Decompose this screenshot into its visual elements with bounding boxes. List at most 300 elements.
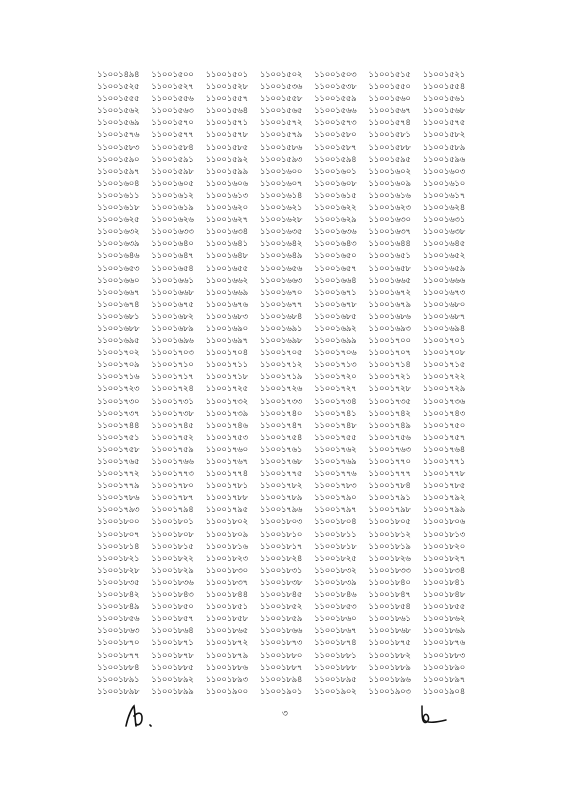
table-row xyxy=(97,491,477,503)
roll-number-cell: ১১০০১৫৮২ xyxy=(422,129,465,140)
roll-number-cell: ১১০০১৮৭৭ xyxy=(97,649,140,660)
roll-number-cell: ১১০০১৭৭৫ xyxy=(259,468,303,479)
roll-number-cell: ১১০০১৬৪১ xyxy=(205,238,248,249)
roll-number-cell: ১১০০১৭৫০ xyxy=(422,419,466,430)
roll-number-cell: ১১০০১৫৩৬ xyxy=(259,81,303,92)
roll-number-cell: ১১০০১৮৮৫ xyxy=(151,661,194,672)
table-row xyxy=(97,382,477,394)
table-row xyxy=(97,141,477,153)
roll-number-cell: ১১০০১৬৬১ xyxy=(151,274,194,285)
roll-number-cell: ১১০০১৭৫৯ xyxy=(151,443,194,454)
roll-number-cell: ১১০০১৬৬২ xyxy=(205,274,248,285)
roll-number-cell: ১১০০১৫৭২ xyxy=(259,117,303,128)
roll-number-cell: ১১০০১৫৬৮ xyxy=(422,105,465,116)
roll-number-table xyxy=(97,68,477,697)
roll-number-cell: ১১০০১৫৯২ xyxy=(205,153,248,164)
roll-number-cell: ১১০০১৭৯২ xyxy=(422,492,466,503)
roll-number-cell: ১১০০১৬১৩ xyxy=(205,189,248,200)
roll-number-cell: ১১০০১৫৮৯ xyxy=(422,141,465,152)
roll-number-cell: ১১০০১৪৯৪ xyxy=(97,69,140,79)
table-row xyxy=(97,92,477,104)
roll-number-cell: ১১০০১৬৭৩ xyxy=(422,286,466,297)
roll-number-cell: ১১০০১৬২৮ xyxy=(259,214,303,225)
roll-number-cell: ১১০০১৮৫৫ xyxy=(422,601,465,612)
roll-number-cell: ১১০০১৮৭৮ xyxy=(151,649,194,660)
roll-number-cell: ১১০০১৬৩২ xyxy=(97,226,140,237)
roll-number-cell: ১১০০১৮১২ xyxy=(368,528,411,539)
table-row xyxy=(97,189,477,201)
roll-number-cell: ১১০০১৬৬৭ xyxy=(97,286,140,297)
table-row xyxy=(97,528,477,540)
roll-number-cell: ১১০০১৫৯৩ xyxy=(259,153,303,164)
roll-number-cell: ১১০০১৫৮৬ xyxy=(259,141,303,152)
roll-number-cell: ১১০০১৮১৯ xyxy=(368,540,411,551)
roll-number-cell: ১১০০১৮৫৪ xyxy=(368,601,411,612)
roll-number-cell: ১১০০১৭৩৪ xyxy=(314,395,357,406)
table-row xyxy=(97,370,477,382)
table-row xyxy=(97,564,477,576)
roll-number-cell: ১১০০১৮৯৭ xyxy=(422,673,465,684)
roll-number-cell: ১১০০১৮৫৮ xyxy=(205,613,248,624)
roll-number-cell: ১১০০১৮৬৮ xyxy=(368,625,411,636)
roll-number-cell: ১১০০১৫৯০ xyxy=(97,153,140,164)
roll-number-cell: ১১০০১৮১৭ xyxy=(259,540,303,551)
roll-number-cell: ১১০০১৮৭০ xyxy=(97,637,140,648)
table-row xyxy=(97,358,477,370)
roll-number-cell: ১১০০১৫৭০ xyxy=(151,117,194,128)
table-row xyxy=(97,455,477,467)
roll-number-cell: ১১০০১৮০৮ xyxy=(151,528,194,539)
roll-number-cell: ১১০০১৭০৫ xyxy=(259,347,303,358)
roll-number-cell: ১১০০১৮৬১ xyxy=(368,613,411,624)
roll-number-cell: ১১০০১৬৫৩ xyxy=(97,262,140,273)
roll-number-cell: ১১০০১৬৪৯ xyxy=(259,250,303,261)
roll-number-cell: ১১০০১৭৫১ xyxy=(97,431,140,442)
roll-number-cell: ১১০০১৭৮৮ xyxy=(205,492,248,503)
roll-number-cell: ১১০০১৬৩৩ xyxy=(151,226,194,237)
roll-number-cell: ১১০০১৬৩৭ xyxy=(368,226,411,237)
roll-number-cell: ১১০০১৮২১ xyxy=(97,552,140,563)
roll-number-cell: ১১০০১৬০৮ xyxy=(314,177,357,188)
roll-number-cell: ১১০০১৬১০ xyxy=(422,177,466,188)
table-row xyxy=(97,588,477,600)
roll-number-cell: ১১০০১৭২৭ xyxy=(314,383,357,394)
roll-number-cell: ১১০০১৭১৮ xyxy=(205,371,248,382)
roll-number-cell: ১১০০১৬৬৪ xyxy=(314,274,357,285)
roll-number-cell: ১১০০১৭০৪ xyxy=(205,347,248,358)
roll-number-cell: ১১০০১৬০৯ xyxy=(368,177,411,188)
roll-number-cell: ১১০০১৭২০ xyxy=(314,371,357,382)
roll-number-cell: ১১০০১৭৬৯ xyxy=(314,456,357,466)
roll-number-cell: ১১০০১৮১৪ xyxy=(97,540,140,551)
table-row xyxy=(97,419,477,431)
table-row xyxy=(97,274,477,286)
roll-number-cell: ১১০০১৫৬০ xyxy=(368,93,411,104)
roll-number-cell: ১১০০১৮৫৯ xyxy=(259,613,303,624)
roll-number-cell: ১১০০১৭৯৯ xyxy=(422,504,465,515)
roll-number-cell: ১১০০১৭০২ xyxy=(97,347,140,358)
table-row xyxy=(97,395,477,407)
roll-number-cell: ১১০০১৮২৪ xyxy=(259,552,303,563)
roll-number-cell: ১১০০১৬৪৫ xyxy=(422,238,465,249)
roll-number-cell: ১১০০১৮০১ xyxy=(151,516,194,527)
table-row xyxy=(97,685,477,697)
roll-number-cell: ১১০০১৭৫৬ xyxy=(368,431,411,442)
roll-number-cell: ১১০০১৮৯০ xyxy=(422,661,465,672)
roll-number-cell: ১১০০১৫২৮ xyxy=(205,81,248,92)
roll-number-cell: ১১০০১৬৮৯ xyxy=(151,322,194,333)
roll-number-cell: ১১০০১৬৮০ xyxy=(422,298,466,309)
roll-number-cell: ১১০০১৮৩২ xyxy=(314,564,357,575)
roll-number-cell: ১১০০১৫২৫ xyxy=(97,81,140,92)
roll-number-cell: ১১০০১৮৮৬ xyxy=(205,661,248,672)
roll-number-cell: ১১০০১৭০১ xyxy=(422,335,466,346)
roll-number-cell: ১১০০১৫৮৩ xyxy=(97,141,140,152)
table-row xyxy=(97,479,477,491)
roll-number-cell: ১১০০১৬৭০ xyxy=(259,286,303,297)
roll-number-cell: ১১০০১৭৪০ xyxy=(259,407,303,418)
roll-number-cell: ১১০০১৭৯৭ xyxy=(314,504,357,515)
roll-number-cell: ১১০০১৭৬৮ xyxy=(259,456,303,466)
table-row xyxy=(97,153,477,165)
roll-number-cell: ১১০০১৬৮৬ xyxy=(368,310,411,321)
roll-number-cell: ১১০০১৮১৫ xyxy=(151,540,194,551)
table-row xyxy=(97,467,477,479)
table-row xyxy=(97,334,477,346)
left-signature-icon xyxy=(120,702,170,730)
roll-number-cell: ১১০০১৮২৩ xyxy=(205,552,248,563)
roll-number-cell: ১১০০১৮৬৬ xyxy=(259,625,303,636)
table-row xyxy=(97,80,477,92)
roll-number-cell: ১১০০১৮২৯ xyxy=(151,564,194,575)
roll-number-cell: ১১০০১৮৩১ xyxy=(259,564,303,575)
roll-number-cell: ১১০০১৫৭৪ xyxy=(368,117,411,128)
roll-number-cell: ১১০০১৭৪২ xyxy=(368,407,411,418)
roll-number-cell: ১১০০১৮৯৫ xyxy=(314,673,357,684)
table-row xyxy=(97,503,477,515)
roll-number-cell: ১১০০১৮৫৩ xyxy=(314,601,357,612)
roll-number-cell: ১১০০১৭২৯ xyxy=(422,383,466,394)
roll-number-cell: ১১০০১৬৩৯ xyxy=(97,238,140,249)
roll-number-cell: ১১০০১৬৪২ xyxy=(259,238,303,249)
roll-number-cell: ১১০০১৬৪৭ xyxy=(151,250,194,261)
roll-number-cell: ১১০০১৫৫৪ xyxy=(422,81,465,92)
roll-number-cell: ১১০০১৮৫২ xyxy=(259,601,303,612)
roll-number-cell: ১১০০১৯০৩ xyxy=(368,685,411,696)
roll-number-cell: ১১০০১৭৯৮ xyxy=(368,504,411,515)
roll-number-cell: ১১০০১৬২২ xyxy=(314,202,357,213)
roll-number-cell: ১১০০১৬৫৮ xyxy=(368,262,411,273)
roll-number-cell: ১১০০১৭০০ xyxy=(368,335,411,346)
roll-number-cell: ১১০০১৭৩৭ xyxy=(97,407,140,418)
roll-number-cell: ১১০০১৭৫৫ xyxy=(314,431,357,442)
roll-number-cell: ১১০০১৬৭৬ xyxy=(205,298,248,309)
roll-number-cell: ১১০০১৭২২ xyxy=(422,371,466,382)
roll-number-cell: ১১০০১৭৮১ xyxy=(205,480,248,491)
roll-number-cell: ১১০০১৬১৭ xyxy=(422,189,466,200)
roll-number-cell: ১১০০১৮৩৩ xyxy=(368,564,411,575)
table-row xyxy=(97,443,477,455)
roll-number-cell: ১১০০১৫৭৭ xyxy=(151,129,194,140)
roll-number-cell: ১১০০১৭২৬ xyxy=(259,383,303,394)
roll-number-cell: ১১০০১৮৪৭ xyxy=(368,589,411,600)
roll-number-cell: ১১০০১৮৫৬ xyxy=(97,613,140,624)
table-row xyxy=(97,310,477,322)
roll-number-cell: ১১০০১৭০৭ xyxy=(368,347,411,358)
roll-number-cell: ১১০০১৬২৭ xyxy=(205,214,248,225)
roll-number-cell: ১১০০১৮৬৫ xyxy=(205,625,248,636)
roll-number-cell: ১১০০১৬২৪ xyxy=(422,202,466,213)
roll-number-cell: ১১০০১৮১০ xyxy=(259,528,303,539)
roll-number-cell: ১১০০১৬৬০ xyxy=(97,274,140,285)
roll-number-cell: ১১০০১৮৩৬ xyxy=(151,576,194,587)
roll-number-cell: ১১০০১৮৫০ xyxy=(151,601,194,612)
roll-number-cell: ১১০০১৮১৮ xyxy=(314,540,357,551)
table-row xyxy=(97,128,477,140)
roll-number-cell: ১১০০১৬৭১ xyxy=(314,286,357,297)
roll-number-cell: ১১০০১৬২৬ xyxy=(151,214,194,225)
roll-number-cell: ১১০০১৭৯৩ xyxy=(97,504,140,515)
roll-number-cell: ১১০০১৮০৩ xyxy=(259,516,303,527)
table-row xyxy=(97,177,477,189)
roll-number-cell: ১১০০১৮৬৭ xyxy=(314,625,357,636)
table-row xyxy=(97,612,477,624)
roll-number-cell: ১১০০১৭৯৫ xyxy=(205,504,248,515)
roll-number-cell: ১১০০১৮১৬ xyxy=(205,540,248,551)
roll-number-cell: ১১০০১৫৬২ xyxy=(97,105,140,116)
roll-number-cell: ১১০০১৮৮১ xyxy=(314,649,357,660)
roll-number-cell: ১১০০১৯০৪ xyxy=(422,685,465,696)
roll-number-cell: ১১০০১৮৯৬ xyxy=(368,673,411,684)
roll-number-cell: ১১০০১৬৭৮ xyxy=(314,298,357,309)
roll-number-cell: ১১০০১৮৩৭ xyxy=(205,576,248,587)
roll-number-cell: ১১০০১৭১৩ xyxy=(314,359,357,370)
roll-number-cell: ১১০০১৫৬৬ xyxy=(314,105,357,116)
roll-number-cell: ১১০০১৬৫৪ xyxy=(151,262,194,273)
roll-number-cell: ১১০০১৫৫৮ xyxy=(259,93,303,104)
roll-number-cell: ১১০০১৬৯৮ xyxy=(259,335,303,346)
roll-number-cell: ১১০০১৬৮৭ xyxy=(422,310,466,321)
roll-number-cell: ১১০০১৬৩৫ xyxy=(259,226,303,237)
roll-number-cell: ১১০০১৮৫৭ xyxy=(151,613,194,624)
roll-number-cell: ১১০০১৮৯৪ xyxy=(259,673,303,684)
roll-number-cell: ১১০০১৭১৪ xyxy=(368,359,411,370)
roll-number-cell: ১১০০১৬৩৮ xyxy=(422,226,466,237)
roll-number-cell: ১১০০১৫২১ xyxy=(422,69,465,79)
roll-number-cell: ১১০০১৭১৫ xyxy=(422,359,465,370)
table-row xyxy=(97,165,477,177)
roll-number-cell: ১১০০১৮৯৯ xyxy=(151,685,194,696)
roll-number-cell: ১১০০১৭৮৫ xyxy=(422,480,465,491)
roll-number-cell: ১১০০১৮০২ xyxy=(205,516,248,527)
table-row xyxy=(97,298,477,310)
roll-number-cell: ১১০০১৬৮৮ xyxy=(97,322,140,333)
roll-number-cell: ১১০০১৫৯৫ xyxy=(368,153,411,164)
roll-number-cell: ১১০০১৭৮৩ xyxy=(314,480,357,491)
roll-number-cell: ১১০০১৫০৩ xyxy=(314,69,357,79)
roll-number-cell: ১১০০১৫৬৫ xyxy=(259,105,303,116)
roll-number-cell: ১১০০১৭৭৭ xyxy=(368,468,411,479)
table-row xyxy=(97,624,477,636)
roll-number-cell: ১১০০১৬১১ xyxy=(97,189,140,200)
roll-number-cell: ১১০০১৭০৬ xyxy=(314,347,357,358)
roll-number-cell: ১১০০১৭৪৭ xyxy=(259,419,303,430)
roll-number-cell: ১১০০১৬৩০ xyxy=(368,214,411,225)
roll-number-cell: ১১০০১৫৩৮ xyxy=(314,81,357,92)
table-row xyxy=(97,286,477,298)
roll-number-cell: ১১০০১৬৯২ xyxy=(314,322,357,333)
roll-number-cell: ১১০০১৬৯০ xyxy=(205,322,248,333)
roll-number-cell: ১১০০১৬৫৭ xyxy=(314,262,357,273)
roll-number-cell: ১১০০১৭৩৫ xyxy=(368,395,411,406)
roll-number-cell: ১১০০১৬০২ xyxy=(368,165,411,176)
roll-number-cell: ১১০০১৫০১ xyxy=(205,69,248,79)
roll-number-cell: ১১০০১৫৭৩ xyxy=(314,117,357,128)
roll-number-cell: ১১০০১৭৪৯ xyxy=(368,419,411,430)
roll-number-cell: ১১০০১৫৮৮ xyxy=(368,141,411,152)
roll-number-table-body xyxy=(97,68,477,697)
roll-number-cell: ১১০০১৭০৩ xyxy=(151,347,194,358)
roll-number-cell: ১১০০১৮৬২ xyxy=(422,613,466,624)
roll-number-cell: ১১০০১৬৩৪ xyxy=(205,226,248,237)
roll-number-cell: ১১০০১৬০০ xyxy=(259,165,303,176)
roll-number-cell: ১১০০১৭৯৬ xyxy=(259,504,303,515)
roll-number-cell: ১১০০১৫৮০ xyxy=(314,129,357,140)
table-row xyxy=(97,322,477,334)
table-row xyxy=(97,237,477,249)
roll-number-cell: ১১০০১৫৯৮ xyxy=(151,165,194,176)
roll-number-cell: ১১০০১৭৬৭ xyxy=(205,456,248,466)
roll-number-cell: ১১০০১৮৩৮ xyxy=(259,576,303,587)
roll-number-cell: ১১০০১৬৪৬ xyxy=(97,250,140,261)
roll-number-cell: ১১০০১৬৪৪ xyxy=(368,238,411,249)
roll-number-cell: ১১০০১৫৮৭ xyxy=(314,141,357,152)
roll-number-cell: ১১০০১৬৫৫ xyxy=(205,262,248,273)
roll-number-cell: ১১০০১৬০৬ xyxy=(205,177,248,188)
roll-number-cell: ১১০০১৬৭৪ xyxy=(97,298,140,309)
roll-number-cell: ১১০০১৭৩৬ xyxy=(422,395,466,406)
roll-number-cell: ১১০০১৫৬৭ xyxy=(368,105,411,116)
roll-number-cell: ১১০০১৬০৫ xyxy=(151,177,194,188)
roll-number-cell: ১১০০১৬০১ xyxy=(314,165,357,176)
roll-number-cell: ১১০০১৯০২ xyxy=(314,685,357,696)
roll-number-cell: ১১০০১৮৮৯ xyxy=(368,661,411,672)
roll-number-cell: ১১০০১৭৬৪ xyxy=(422,443,466,454)
roll-number-cell: ১১০০১৫৯১ xyxy=(151,153,194,164)
roll-number-cell: ১১০০১৫৭৬ xyxy=(97,129,140,140)
roll-number-cell: ১১০০১৭৩৩ xyxy=(259,395,303,406)
roll-number-cell: ১১০০১৮৮৭ xyxy=(259,661,303,672)
roll-number-cell: ১১০০১৭৯০ xyxy=(314,492,357,503)
roll-number-cell: ১১০০১৭৮০ xyxy=(151,480,194,491)
roll-number-cell: ১১০০১৮৪৯ xyxy=(97,601,140,612)
roll-number-cell: ১১০০১৬৮৩ xyxy=(205,310,248,321)
roll-number-cell: ১১০০১৭১১ xyxy=(205,359,248,370)
roll-number-cell: ১১০০১৮৪২ xyxy=(97,589,140,600)
roll-number-cell: ১১০০১৮৬৯ xyxy=(422,625,465,636)
roll-number-cell: ১১০০১৬৭২ xyxy=(368,286,411,297)
roll-number-cell: ১১০০১৮৬৪ xyxy=(151,625,194,636)
roll-number-cell: ১১০০১৬৩১ xyxy=(422,214,466,225)
roll-number-cell: ১১০০১৮১১ xyxy=(314,528,357,539)
table-row xyxy=(97,431,477,443)
roll-number-cell: ১১০০১৭৫৩ xyxy=(205,431,248,442)
table-row xyxy=(97,262,477,274)
roll-number-cell: ১১০০১৮৪৪ xyxy=(205,589,248,600)
roll-number-cell: ১১০০১৯০০ xyxy=(205,685,248,696)
roll-number-cell: ১১০০১৮০৬ xyxy=(422,516,466,527)
roll-number-cell: ১১০০১৬৬৫ xyxy=(368,274,411,285)
table-row xyxy=(97,68,477,80)
roll-number-cell: ১১০০১৭২১ xyxy=(368,371,411,382)
roll-number-cell: ১১০০১৬৬৮ xyxy=(151,286,194,297)
table-row xyxy=(97,249,477,261)
roll-number-cell: ১১০০১৮৭৬ xyxy=(422,637,466,648)
roll-number-cell: ১১০০১৭৬৩ xyxy=(368,443,411,454)
roll-number-cell: ১১০০১৬৬৬ xyxy=(422,274,466,285)
roll-number-cell: ১১০০১৮০৫ xyxy=(368,516,411,527)
roll-number-cell: ১১০০১৬০৭ xyxy=(259,177,303,188)
roll-number-cell: ১১০০১৬৪৮ xyxy=(205,250,248,261)
roll-number-cell: ১১০০১৬৬৯ xyxy=(205,286,248,297)
roll-number-cell: ১১০০১৫৭৮ xyxy=(205,129,248,140)
table-row xyxy=(97,213,477,225)
roll-number-cell: ১১০০১৭২৩ xyxy=(97,383,140,394)
table-row xyxy=(97,552,477,564)
roll-number-cell: ১১০০১৫১৫ xyxy=(368,69,411,79)
roll-number-cell: ১১০০১৫৫৯ xyxy=(314,93,357,104)
roll-number-cell: ১১০০১৬১৯ xyxy=(151,202,194,213)
roll-number-cell: ১১০০১৭৫২ xyxy=(151,431,194,442)
roll-number-cell: ১১০০১৫৬১ xyxy=(422,93,465,104)
roll-number-cell: ১১০০১৮০৯ xyxy=(205,528,248,539)
table-row xyxy=(97,673,477,685)
table-row xyxy=(97,104,477,116)
roll-number-cell: ১১০০১৭৪৫ xyxy=(151,419,194,430)
table-row xyxy=(97,576,477,588)
roll-number-cell: ১১০০১৮২৫ xyxy=(314,552,357,563)
roll-number-cell: ১১০০১৬৫৬ xyxy=(259,262,303,273)
roll-number-cell: ১১০০১৫০০ xyxy=(151,69,194,79)
roll-number-cell: ১১০০১৭২৫ xyxy=(205,383,248,394)
page-number: ৩ xyxy=(282,709,288,719)
roll-number-cell: ১১০০১৮৭১ xyxy=(151,637,194,648)
roll-number-cell: ১১০০১৮৪৮ xyxy=(422,589,465,600)
roll-number-cell: ১১০০১৮৭৯ xyxy=(205,649,248,660)
roll-number-cell: ১১০০১৬৭৫ xyxy=(151,298,194,309)
roll-number-cell: ১১০০১৯০১ xyxy=(259,685,303,696)
roll-number-cell: ১১০০১৮৬৩ xyxy=(97,625,140,636)
roll-number-cell: ১১০০১৬৮৪ xyxy=(259,310,303,321)
roll-number-cell: ১১০০১৭৭৩ xyxy=(151,468,194,479)
roll-number-cell: ১১০০১৭৭৬ xyxy=(314,468,357,479)
roll-number-cell: ১১০০১৬২৩ xyxy=(368,202,411,213)
roll-number-cell: ১১০০১৬৭৯ xyxy=(368,298,411,309)
roll-number-cell: ১১০০১৫৫০ xyxy=(368,81,411,92)
roll-number-cell: ১১০০১৭৩০ xyxy=(97,395,140,406)
roll-number-cell: ১১০০১৮৫১ xyxy=(205,601,248,612)
table-row xyxy=(97,649,477,661)
roll-number-cell: ১১০০১৬৯৭ xyxy=(205,335,248,346)
roll-number-cell: ১১০০১৫৭৫ xyxy=(422,117,465,128)
roll-number-cell: ১১০০১৭১৯ xyxy=(259,371,303,382)
roll-number-cell: ১১০০১৭৩৯ xyxy=(205,407,248,418)
roll-number-cell: ১১০০১৫৬৩ xyxy=(151,105,194,116)
table-row xyxy=(97,661,477,673)
roll-number-cell: ১১০০১৮২৬ xyxy=(368,552,411,563)
table-row xyxy=(97,600,477,612)
table-row xyxy=(97,225,477,237)
